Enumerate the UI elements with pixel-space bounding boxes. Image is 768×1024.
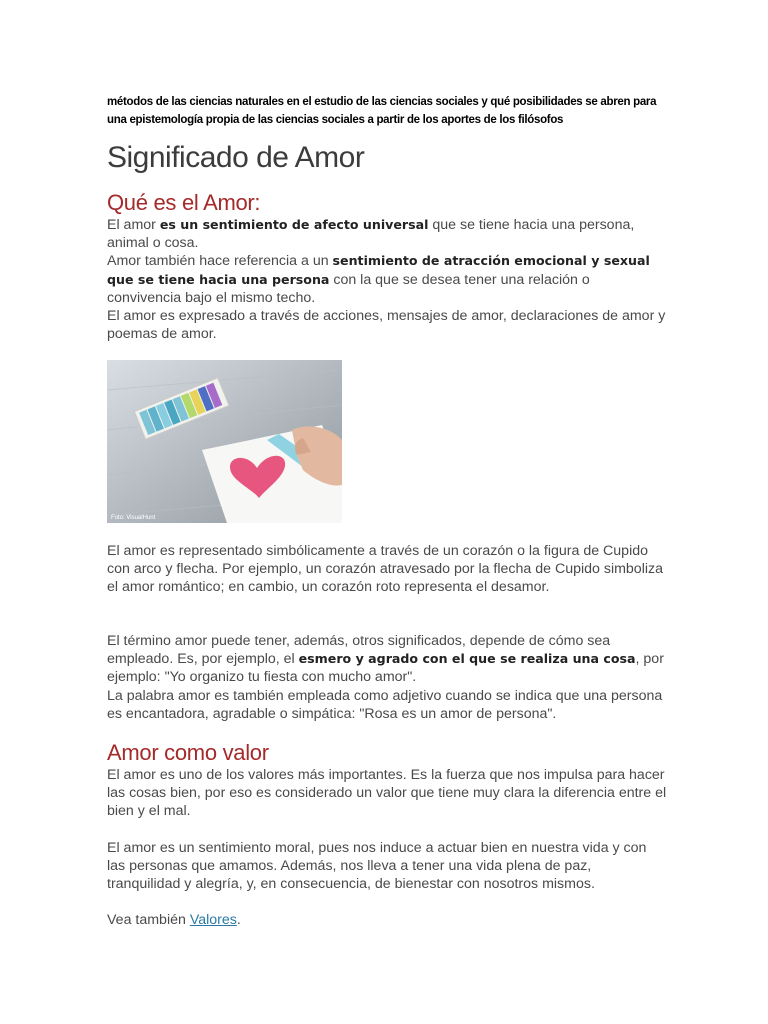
text-run: El término amor puede tener, además, otros significados, depende de cómo sea empleado. Es, por ejemplo, el	[107, 633, 611, 668]
section-heading: Qué es el Amor:	[107, 190, 261, 215]
paragraph: El amor es expresado a través de acciones, mensajes de amor, declaraciones de amor y poemas de amor.	[107, 308, 666, 343]
bold-text: sentimiento de atracción emocional y sexual que se tiene hacia una persona	[107, 253, 650, 287]
valores-link[interactable]: Valores	[189, 912, 237, 929]
paragraph	[107, 252, 667, 307]
text-run: que se tiene hacia una persona, animal o cosa.	[107, 217, 635, 252]
paragraph	[107, 911, 667, 929]
heart-drawing-photo	[107, 360, 342, 523]
text-run: Vea también	[107, 912, 190, 929]
section-heading: Amor como valor	[107, 740, 269, 765]
text-run: con la que se desea tener una relación o convivencia bajo el mismo techo.	[107, 271, 590, 306]
text-run: Amor también hace referencia a un	[107, 253, 333, 270]
text-run: , por ejemplo: "Yo organizo tu fiesta con mucho amor".	[107, 651, 664, 686]
section-simbolo	[107, 542, 667, 597]
photo-credit: Foto: VisualHunt	[111, 515, 156, 521]
section-amor-como-valor	[107, 740, 667, 929]
paragraph	[107, 216, 667, 252]
bold-text: esmero y agrado con el que se realiza una cosa	[298, 651, 636, 667]
paragraph	[107, 632, 667, 687]
text-run: El amor	[107, 217, 160, 233]
paragraph: El amor es uno de los valores más importantes. Es la fuerza que nos impulsa para hacer las cosas bien, por eso es considerado un valor que tiene muy clara la diferencia entre el bien y el mal.	[107, 767, 667, 820]
bold-text: es un sentimiento de afecto universal	[159, 217, 429, 232]
paragraph: El amor es un sentimiento moral, pues nos induce a actuar bien en nuestra vida y con las personas que amamos. Además, nos lleva a tener una vida plena de paz, tranquilidad y alegría, y, en consecuencia, de bienestar con nosotros mismos.	[107, 839, 647, 893]
section-otros-significados	[107, 632, 667, 723]
paragraph: El amor es representado simbólicamente a través de un corazón o la figura de Cupido con arco y flecha. Por ejemplo, un corazón atravesado por la flecha de Cupido simboliza el amor romántico; en cambio, un corazón roto representa el desamor.	[107, 543, 663, 596]
spacer	[107, 893, 667, 911]
text-run: .	[236, 912, 241, 929]
intro-text: métodos de las ciencias naturales en el estudio de las ciencias sociales y qué posibilidades se abren para una epistemología propia de las ciencias sociales a partir de los aportes de los filósofos	[107, 96, 657, 126]
paragraph: La palabra amor es también empleada como adjetivo cuando se indica que una persona es encantadora, agradable o simpática: "Rosa es un amor de persona".	[107, 687, 663, 722]
page-title: Significado de Amor	[107, 141, 365, 174]
spacer	[107, 821, 667, 839]
section-que-es-el-amor	[107, 190, 667, 343]
photo-illustration	[107, 360, 342, 523]
